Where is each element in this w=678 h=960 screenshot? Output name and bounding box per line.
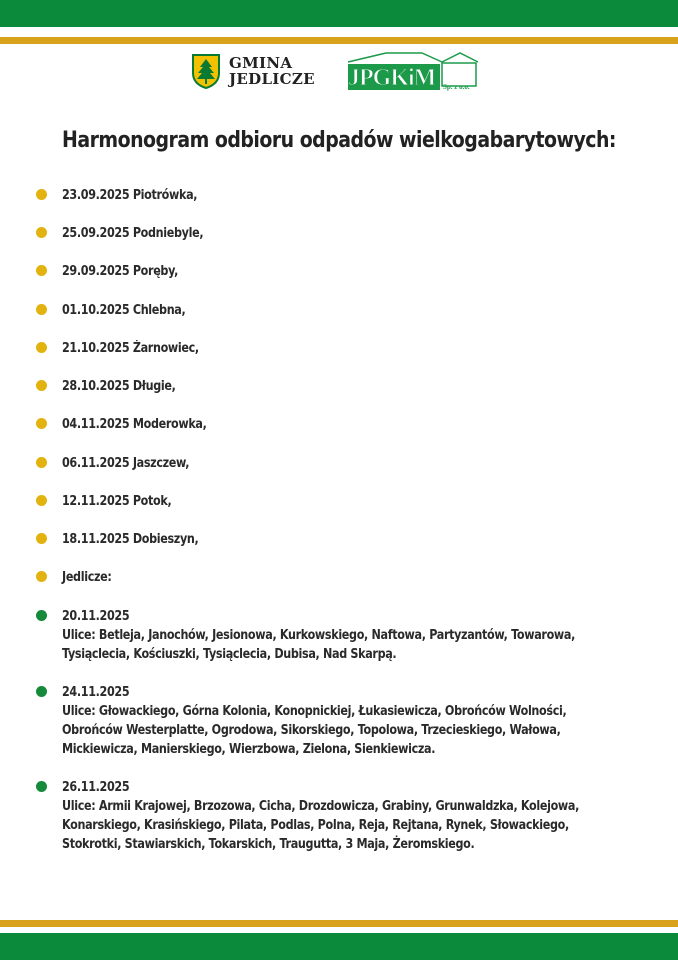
bullet-dot [36, 457, 47, 468]
gmina-jedlicze-logo [191, 53, 315, 89]
jpckim-logo [346, 50, 480, 94]
gmina-logo-line2: JEDLICZE [229, 70, 315, 88]
bottom-green-band [0, 933, 678, 960]
bullet-dot [36, 571, 47, 582]
page-title: Harmonogram odbioru odpadów wielkogabarytowych: [62, 128, 616, 153]
bullet-dot [36, 380, 47, 391]
list-item-text: Jedlicze: [62, 570, 112, 585]
street-list-line: Mickiewicza, Manierskiego, Wierzbowa, Zielona, Sienkiewicza. [62, 742, 436, 757]
bullet-dot [36, 265, 47, 276]
collection-date: 26.11.2025 [62, 780, 130, 795]
bullet-dot [36, 495, 47, 506]
street-list-line: Obrońców Westerplatte, Ogrodowa, Sikorskiego, Topolowa, Trzecieskiego, Wałowa, [62, 723, 561, 738]
street-list-line: Tysiąclecia, Kościuszki, Tysiąclecia, Dubisa, Nad Skarpą. [62, 647, 397, 662]
list-item-text: 18.11.2025 Dobieszyn, [62, 532, 199, 547]
list-item-text: 25.09.2025 Podniebyle, [62, 226, 204, 241]
bullet-dot [36, 304, 47, 315]
bullet-dot [36, 686, 47, 697]
collection-date: 20.11.2025 [62, 609, 130, 624]
street-list-line: Ulice: Betleja, Janochów, Jesionowa, Kurkowskiego, Naftowa, Partyzantów, Towarowa, [62, 628, 576, 643]
logo-row [0, 50, 678, 100]
gmina-logo-line1: GMINA [229, 54, 293, 72]
list-item-text: 01.10.2025 Chlebna, [62, 303, 186, 318]
bullet-dot [36, 227, 47, 238]
street-list-line: Stokrotki, Stawiarskich, Tokarskich, Traugutta, 3 Maja, Żeromskiego. [62, 837, 475, 852]
jedlicze-date-text [62, 778, 580, 854]
top-gold-stripe [0, 37, 678, 44]
list-item-text: 28.10.2025 Długie, [62, 379, 176, 394]
collection-date: 24.11.2025 [62, 685, 130, 700]
street-list-line: Konarskiego, Krasińskiego, Pilata, Podlas, Polna, Reja, Rejtana, Rynek, Słowackiego, [62, 818, 569, 833]
bullet-dot [36, 342, 47, 353]
list-item-text: 21.10.2025 Żarnowiec, [62, 341, 199, 356]
bullet-dot [36, 610, 47, 621]
list-item-text: 23.09.2025 Piotrówka, [62, 188, 198, 203]
list-item-text: 06.11.2025 Jaszczew, [62, 456, 190, 471]
bottom-gold-stripe [0, 920, 678, 927]
top-green-band [0, 0, 678, 27]
coat-of-arms-icon [191, 53, 221, 89]
bullet-dot [36, 533, 47, 544]
jpckim-logo-suffix: Sp. z o.o. [443, 83, 470, 91]
street-list-line: Ulice: Głowackiego, Górna Kolonia, Konopnickiej, Łukasiewicza, Obrońców Wolności, [62, 704, 567, 719]
bullet-dot [36, 189, 47, 200]
bullet-dot [36, 781, 47, 792]
jpckim-logo-word: JPGKiM [348, 65, 436, 91]
list-item-text: 12.11.2025 Potok, [62, 494, 172, 509]
list-item-text: 29.09.2025 Poręby, [62, 264, 179, 279]
bullet-dot [36, 418, 47, 429]
list-item-text: 04.11.2025 Moderowka, [62, 417, 207, 432]
jedlicze-date-text [62, 607, 576, 664]
street-list-line: Ulice: Armii Krajowej, Brzozowa, Cicha, Drozdowicza, Grabiny, Grunwaldzka, Kolejowa, [62, 799, 580, 814]
jedlicze-date-text [62, 683, 567, 759]
